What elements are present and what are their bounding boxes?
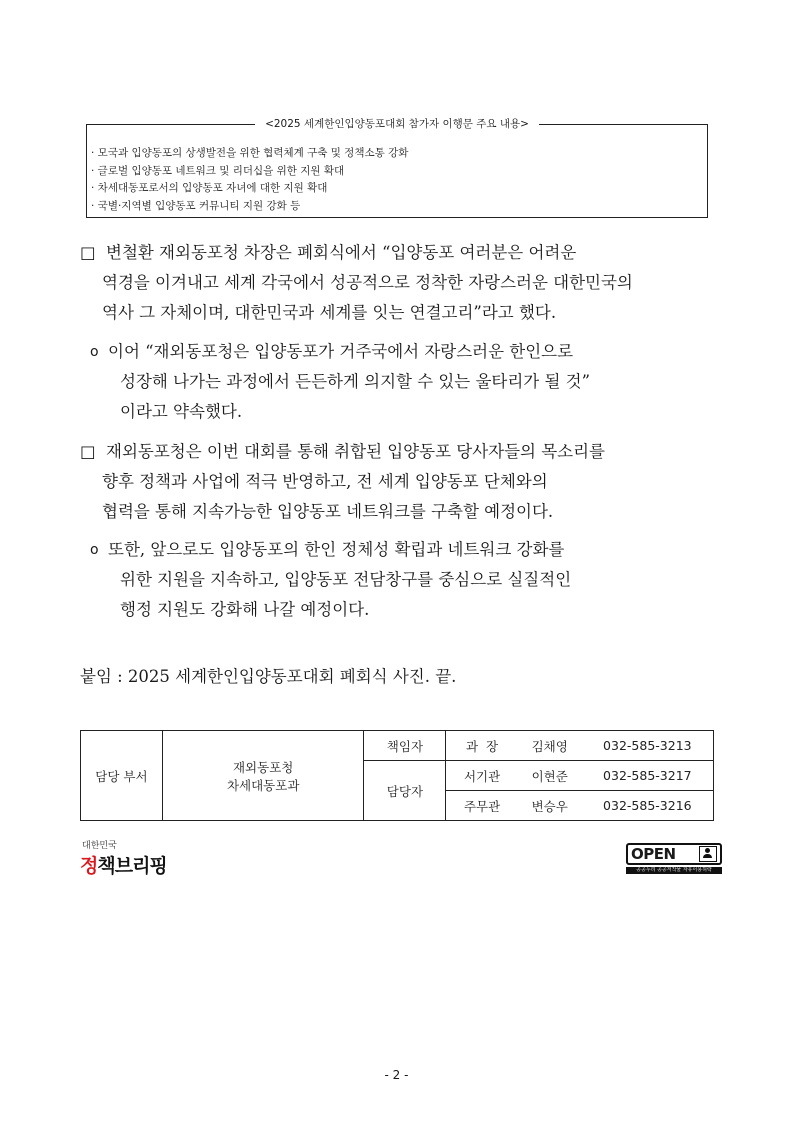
dept-label: 담당 부서 — [81, 731, 163, 821]
summary-item: · 국별·지역별 입양동포 커뮤니티 지원 강화 등 — [91, 199, 301, 212]
attachment-note: 붙임 : 2025 세계한인입양동포대회 폐회식 사진. 끝. — [80, 667, 457, 686]
contact-title: 주무관 — [446, 791, 518, 821]
paragraph-line: 향후 정책과 사업에 적극 반영하고, 전 세계 입양동포 단체와의 — [102, 472, 548, 491]
paragraph-line: 행정 지원도 강화해 나갈 예정이다. — [120, 600, 370, 619]
dept-name-line: 재외동포청 — [232, 759, 294, 775]
summary-title: <2025 세계한인입양동포대회 참가자 이행문 주요 내용> — [87, 117, 707, 131]
paragraph-4 — [80, 535, 720, 625]
paragraph-line: 또한, 앞으로도 입양동포의 한인 정체성 확립과 네트워크 강화를 — [108, 540, 565, 559]
summary-item: · 차세대동포로서의 입양동포 자녀에 대한 지원 확대 — [91, 182, 328, 194]
circle-marker-icon: o — [90, 344, 99, 360]
paragraph-line: 역경을 이겨내고 세계 각국에서 성공적으로 정착한 자랑스러운 대한민국의 — [102, 273, 633, 292]
paragraph-line: 재외동포청은 이번 대회를 통해 취합된 입양동포 당사자들의 목소리를 — [106, 442, 605, 461]
paragraph-line: 협력을 통해 지속가능한 입양동포 네트워크를 구축할 예정이다. — [102, 502, 554, 521]
contact-title: 서기관 — [446, 761, 518, 791]
contact-table — [80, 730, 714, 821]
logo-small-text: 대한민국 — [82, 841, 117, 851]
dept-name — [162, 731, 364, 821]
person-icon — [699, 846, 717, 862]
summary-box — [86, 118, 708, 218]
summary-item: · 글로벌 입양동포 네트워크 및 리더십을 위한 지원 확대 — [91, 164, 345, 177]
circle-marker-icon: o — [90, 542, 99, 558]
open-text: OPEN — [631, 845, 676, 863]
logo-accent-text: 정 — [80, 855, 98, 877]
contact-phone: 032-585-3217 — [582, 761, 714, 791]
paragraph-line: 변철환 재외동포청 차장은 폐회식에서 “입양동포 여러분은 어려운 — [106, 243, 577, 262]
contact-name: 변승우 — [518, 791, 582, 821]
policy-briefing-logo — [80, 838, 167, 878]
staff-label: 담당자 — [364, 761, 446, 821]
checkbox-marker-icon: □ — [80, 442, 96, 461]
paragraph-line: 이라고 약속했다. — [120, 402, 243, 421]
contact-phone: 032-585-3216 — [582, 791, 714, 821]
checkbox-marker-icon: □ — [80, 243, 96, 262]
open-badge — [626, 843, 722, 865]
contact-title: 과 장 — [446, 731, 518, 761]
paragraph-line: 역사 그 자체이며, 대한민국과 세계를 잇는 연결고리”라고 했다. — [102, 303, 557, 322]
contact-name: 이현준 — [518, 761, 582, 791]
contact-phone: 032-585-3213 — [582, 731, 714, 761]
open-license-logo — [626, 843, 726, 874]
summary-item: · 모국과 입양동포의 상생발전을 위한 협력체계 구축 및 정책소통 강화 — [91, 147, 409, 159]
page-number: - 2 - — [384, 1068, 409, 1082]
paragraph-line: 위한 지원을 지속하고, 입양동포 전담창구를 중심으로 실질적인 — [120, 570, 572, 589]
paragraph-2 — [80, 337, 720, 427]
logo-main-text: 책브리핑 — [97, 855, 167, 877]
summary-list — [91, 145, 408, 215]
paragraph-3 — [80, 437, 720, 527]
contact-name: 김채영 — [518, 731, 582, 761]
paragraph-line: 성장해 나가는 과정에서 든든하게 의지할 수 있는 울타리가 될 것” — [120, 372, 591, 391]
responsible-label: 책임자 — [364, 731, 446, 761]
open-strip-text: 공공누리 공공저작물 자유이용허락 — [626, 867, 722, 874]
paragraph-1 — [80, 238, 720, 328]
paragraph-line: 이어 “재외동포청은 입양동포가 거주국에서 자랑스러운 한인으로 — [108, 342, 574, 361]
dept-name-line: 차세대동포과 — [226, 777, 300, 793]
